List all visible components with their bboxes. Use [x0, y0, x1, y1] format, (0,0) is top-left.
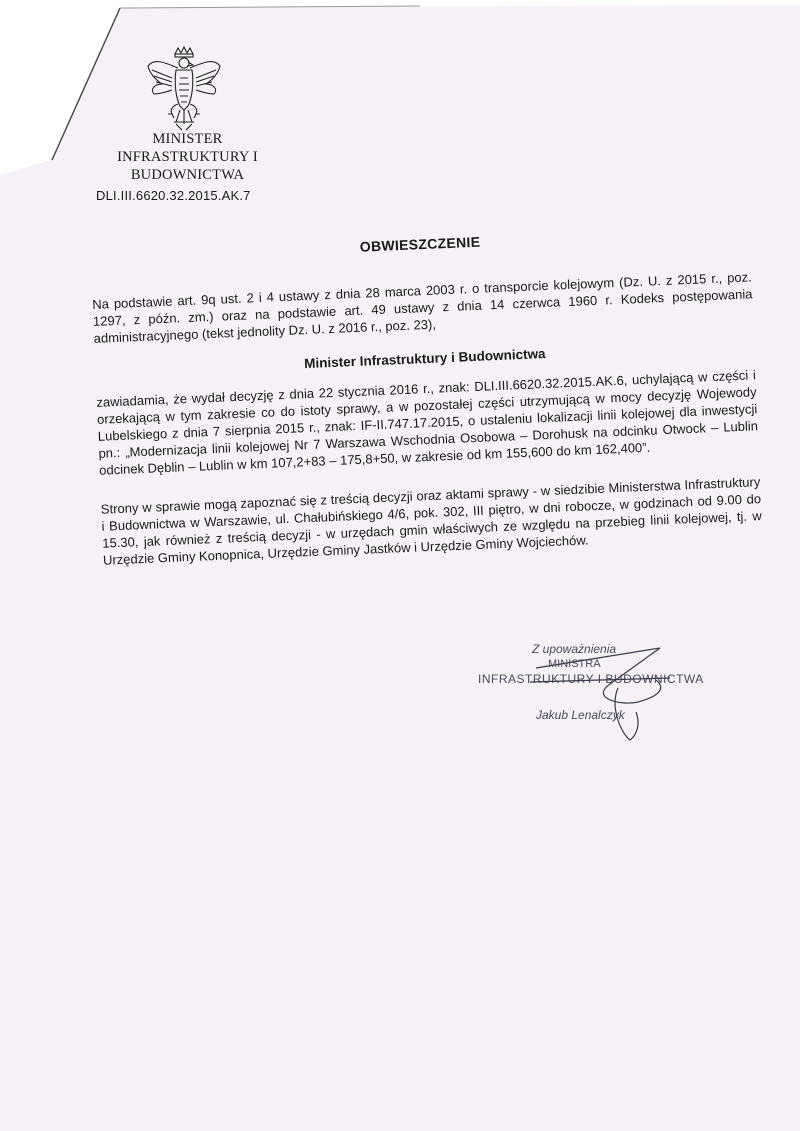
stamp-line-name: Jakub Lenalczyk	[536, 708, 625, 722]
stamp-line-minister: MINISTRA	[548, 658, 601, 670]
header-line-minister: MINISTER	[152, 131, 223, 147]
stamp-line-ministry: INFRASTRUKTURY I BUDOWNICTWA	[478, 672, 704, 686]
reference-number: DLI.III.6620.32.2015.AK.7	[96, 188, 251, 203]
authority-subheading: Minister Infrastruktury i Budownictwa	[303, 346, 546, 372]
document-heading: OBWIESZCZENIE	[359, 233, 481, 255]
legal-basis-paragraph: Na podstawie art. 9q ust. 2 i 4 ustawy z dnia 28 marca 2003 r. o transporcie kolejowym (Dz. U. z 2015 r., poz. 1297, z późn. zm.) oraz na podstawie art. 49 ustawy z dnia 14 czerwca 1960 r. Kodeks postępowania administracyjnego (tekst jednolity Dz. U. z 2016 r., poz. 23),	[91, 269, 753, 346]
access-info-paragraph: Strony w sprawie mogą zapoznać się z treścią decyzji oraz aktami sprawy - w siedzibie Ministerstwa Infrastruktury i Budownictwa w Warszawie, ul. Chałubińskiego 4/6, pok. 302, III piętro, w dni robocze, w godzinach od 9.00 do 15.30, jak również z treścią decyzji - w urzędach gmin właściwych ze względu na przebieg linii kolejowej, tj. w Urzędzie Gminy Konopnica, Urzędzie Gminy Jastków i Urzędzie Gminy Wojciechów.	[100, 474, 763, 568]
handwritten-signature	[470, 636, 730, 746]
header-line-ministry: INFRASTRUKTURY I BUDOWNICTWA	[117, 149, 258, 183]
polish-eagle-emblem-icon	[144, 44, 224, 132]
decision-paragraph: zawiadamia, że wydał decyzję z dnia 22 stycznia 2016 r., znak: DLI.III.6620.32.2015.AK.6, uchylającą w części i orzekającą w tym zakresie co do istoty sprawy, a w pozostałej części utrzymującą w mocy decyzję Wojewody Lubelskiego z dnia 7 sierpnia 2015 r., znak: IF-II.747.17.2015, o ustaleniu lokalizacji linii kolejowej dla inwestycji pn.: „Modernizacja linii kolejowej Nr 7 Warszawa Wschodnia Osobowa – Dorohusk na odcinku Otwock – Lublin odcinek Dęblin – Lublin w km 107,2+83 – 175,8+50, w zakresie od km 155,600 do km 162,400”.	[96, 367, 759, 478]
stamp-line-authorization: Z upoważnienia	[532, 642, 617, 656]
document-body	[90, 222, 763, 568]
minister-header	[60, 130, 315, 184]
signature-stamp	[470, 636, 730, 746]
